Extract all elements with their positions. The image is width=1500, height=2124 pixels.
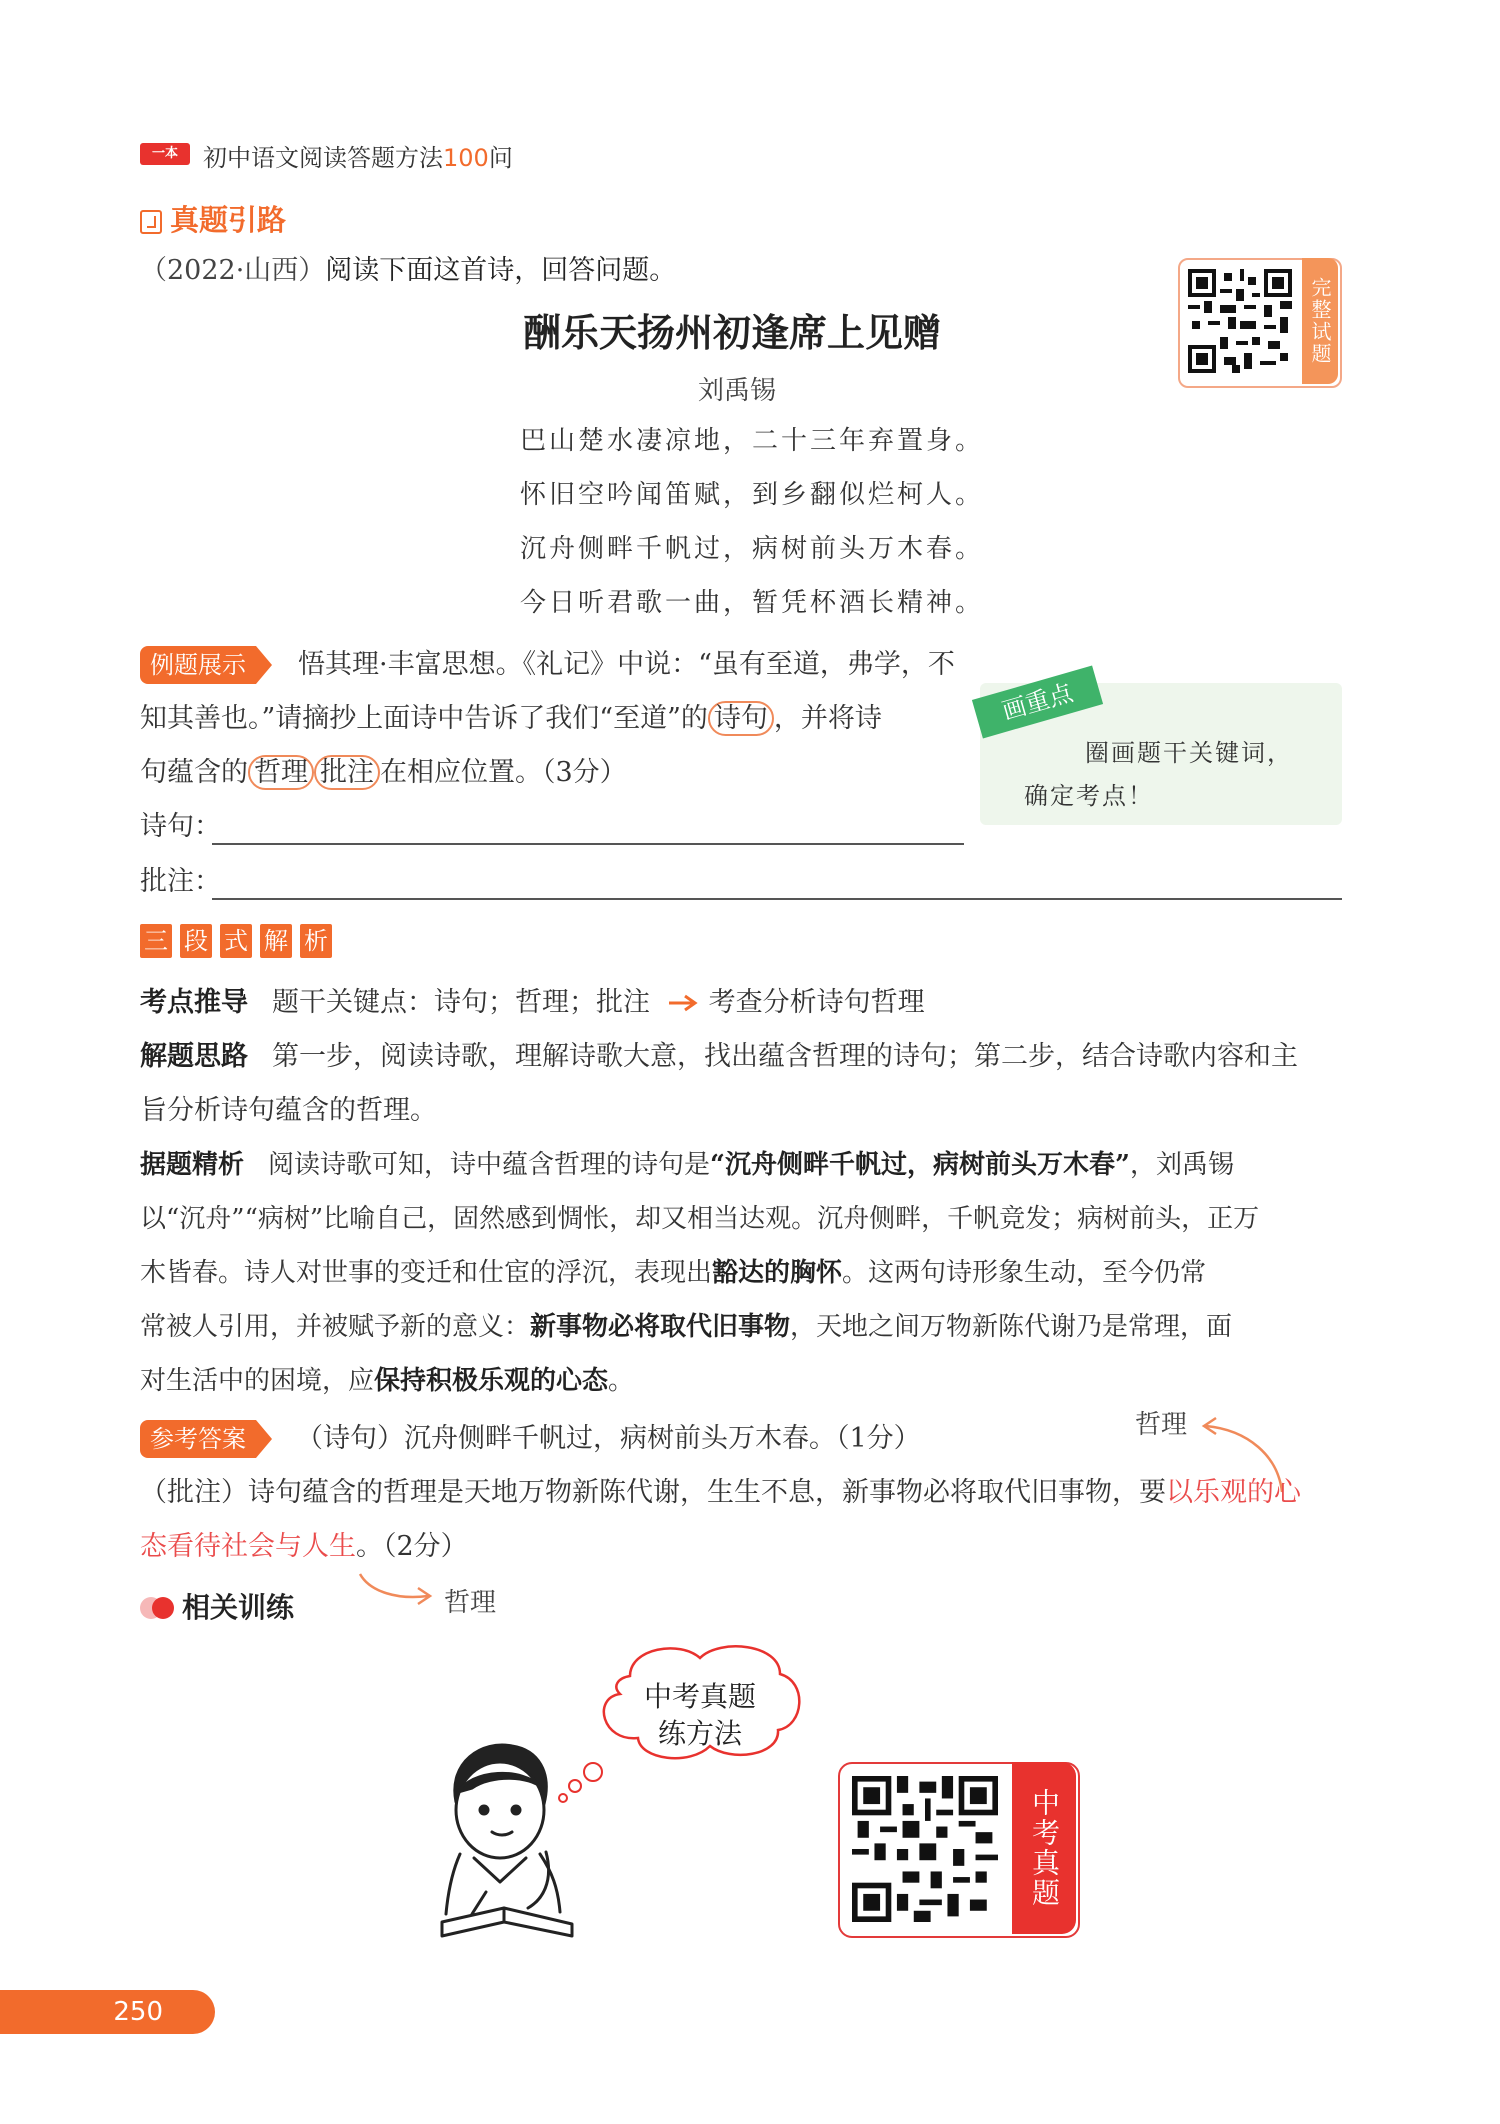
answer-highlight: 态看待社会与人生 — [140, 1531, 356, 1562]
analysis-heading-char: 段 — [180, 924, 212, 958]
answer-text: 。（2分） — [356, 1531, 468, 1562]
analysis-heading-char: 析 — [300, 924, 332, 958]
analysis-point-text: 题干关键点：诗句；哲理；批注 — [272, 987, 650, 1018]
detail-text: 。 — [608, 1366, 635, 1396]
qr-code-icon[interactable] — [852, 1776, 998, 1922]
example-line-1: 悟其理·丰富思想。《礼记》中说：“虽有至道，弗学，不 — [298, 649, 955, 680]
analysis-heading-char: 式 — [220, 924, 252, 958]
running-header — [203, 138, 513, 173]
section-title: 真题引路 — [170, 203, 287, 237]
answer-label-annotation: 批注： — [140, 866, 221, 897]
detail-text: 阅读诗歌可知，诗中蕴含哲理的诗句是 — [268, 1150, 711, 1180]
related-training-title: 相关训练 — [182, 1591, 295, 1624]
analysis-heading-char: 解 — [260, 924, 292, 958]
analysis-detail-line-3 — [140, 1246, 1206, 1300]
analysis-heading — [140, 924, 340, 958]
question-instruction: 阅读下面这首诗，回答问题。 — [325, 255, 677, 286]
circled-keyword-philosophy: 哲理 — [248, 755, 314, 790]
detail-emphasis: 豁达的胸怀 — [712, 1258, 843, 1288]
student-illustration — [412, 1732, 588, 1942]
qr-code-icon[interactable] — [1188, 268, 1292, 374]
key-point-tag: 画重点 — [972, 666, 1103, 739]
analysis-idea-label: 解题思路 — [140, 1041, 248, 1072]
analysis-detail-line-1 — [140, 1138, 1234, 1192]
brand-logo: 一本 — [140, 143, 190, 165]
cloud-line-1: 中考真题 — [644, 1680, 757, 1713]
annotation-philosophy-1: 哲理 — [1135, 1410, 1188, 1440]
related-training-heading — [140, 1586, 294, 1626]
poem-line: 怀旧空吟闻笛赋，到乡翻似烂柯人。 — [520, 480, 985, 510]
question-intro — [140, 244, 676, 298]
answer-line-3 — [140, 1520, 468, 1574]
cloud-line-2: 练方法 — [658, 1717, 743, 1750]
answer-line-2 — [140, 1466, 1301, 1520]
analysis-detail-label: 据题精析 — [140, 1150, 245, 1180]
detail-text: 常被人引用，并被赋予新的意义： — [140, 1312, 531, 1342]
analysis-heading-char: 三 — [140, 924, 172, 958]
detail-text: 对生活中的困境，应 — [140, 1366, 375, 1396]
analysis-detail-line-4 — [140, 1300, 1232, 1354]
analysis-idea-line-1: 第一步，阅读诗歌，理解诗歌大意，找出蕴含哲理的诗句；第二步，结合诗歌内容和主 — [272, 1041, 1298, 1072]
answer-label-poem: 诗句： — [140, 811, 221, 842]
page-number: 250 — [0, 1990, 215, 2034]
poem-line: 今日听君歌一曲，暂凭杯酒长精神。 — [520, 588, 985, 618]
detail-emphasis: 新事物必将取代旧事物 — [530, 1312, 791, 1342]
poem-author: 刘禹锡 — [698, 376, 777, 406]
analysis-point-label: 考点推导 — [140, 987, 248, 1018]
example-text: 知其善也。”请摘抄上面诗中告诉了我们“至道”的 — [140, 703, 708, 734]
toggle-dots-icon — [140, 1597, 174, 1619]
detail-emphasis: “沉舟侧畔千帆过，病树前头万木春” — [710, 1150, 1130, 1180]
example-tag: 例题展示 — [140, 646, 256, 684]
arrow-right-icon — [667, 993, 701, 1013]
example-line-3 — [140, 746, 627, 800]
detail-text: ，天地之间万物新陈代谢乃是常理，面 — [790, 1312, 1233, 1342]
header-suffix: 问 — [488, 144, 513, 172]
detail-emphasis: 保持积极乐观的心态 — [374, 1366, 609, 1396]
answer-text: （批注）诗句蕴含的哲理是天地万物新陈代谢，生生不息，新事物必将取代旧事物，要 — [140, 1477, 1166, 1508]
detail-text: 。这两句诗形象生动，至今仍常 — [842, 1258, 1207, 1288]
analysis-idea-line-2: 旨分析诗句蕴含的哲理。 — [140, 1095, 437, 1126]
poem-line: 沉舟侧畔千帆过，病树前头万木春。 — [520, 534, 985, 564]
header-title: 初中语文阅读答题方法 — [203, 144, 443, 172]
answer-line-1: （诗句）沉舟侧畔千帆过，病树前头万木春。（1分） — [296, 1423, 921, 1454]
example-text: 句蕴含的 — [140, 757, 248, 788]
detail-text: ，刘禹锡 — [1129, 1150, 1234, 1180]
flag-icon — [140, 210, 162, 234]
qr-label-full-test[interactable]: 完整试题 — [1302, 258, 1338, 384]
analysis-point — [140, 976, 925, 1030]
answer-highlight: 以乐观的心 — [1166, 1477, 1301, 1508]
analysis-detail-line-5 — [140, 1354, 634, 1408]
example-text: 在相应位置。（3分） — [380, 757, 627, 788]
qr-label-exam-questions[interactable]: 中考真题 — [1012, 1762, 1076, 1934]
header-count: 100 — [443, 144, 489, 172]
example-line-2 — [140, 692, 882, 746]
annotation-philosophy-2: 哲理 — [444, 1588, 497, 1618]
note-line-2: 确定考点！ — [1024, 782, 1154, 810]
answer-blank-poem[interactable] — [212, 843, 964, 845]
curved-arrow-icon — [358, 1570, 438, 1610]
poem-title: 酬乐天扬州初逢席上见赠 — [523, 310, 942, 355]
poem-line: 巴山楚水凄凉地，二十三年弃置身。 — [520, 426, 985, 456]
circled-keyword-annotation: 批注 — [314, 755, 380, 790]
analysis-idea — [140, 1030, 1298, 1084]
section-heading — [140, 198, 286, 239]
answer-tag: 参考答案 — [140, 1420, 256, 1458]
answer-blank-annotation[interactable] — [212, 898, 1342, 900]
analysis-detail-line-2: 以“沉舟”“病树”比喻自己，固然感到惆怅，却又相当达观。沉舟侧畔，千帆竞发；病树前头，正万 — [140, 1204, 1260, 1234]
analysis-point-result: 考查分析诗句哲理 — [708, 987, 925, 1018]
note-line-1: 圈画题干关键词， — [1085, 739, 1293, 767]
detail-text: 木皆春。诗人对世事的变迁和仕宦的浮沉，表现出 — [140, 1258, 713, 1288]
example-text: ，并将诗 — [773, 703, 882, 734]
circled-keyword-poem-line: 诗句 — [708, 701, 774, 736]
question-source: （2022·山西） — [140, 255, 326, 286]
